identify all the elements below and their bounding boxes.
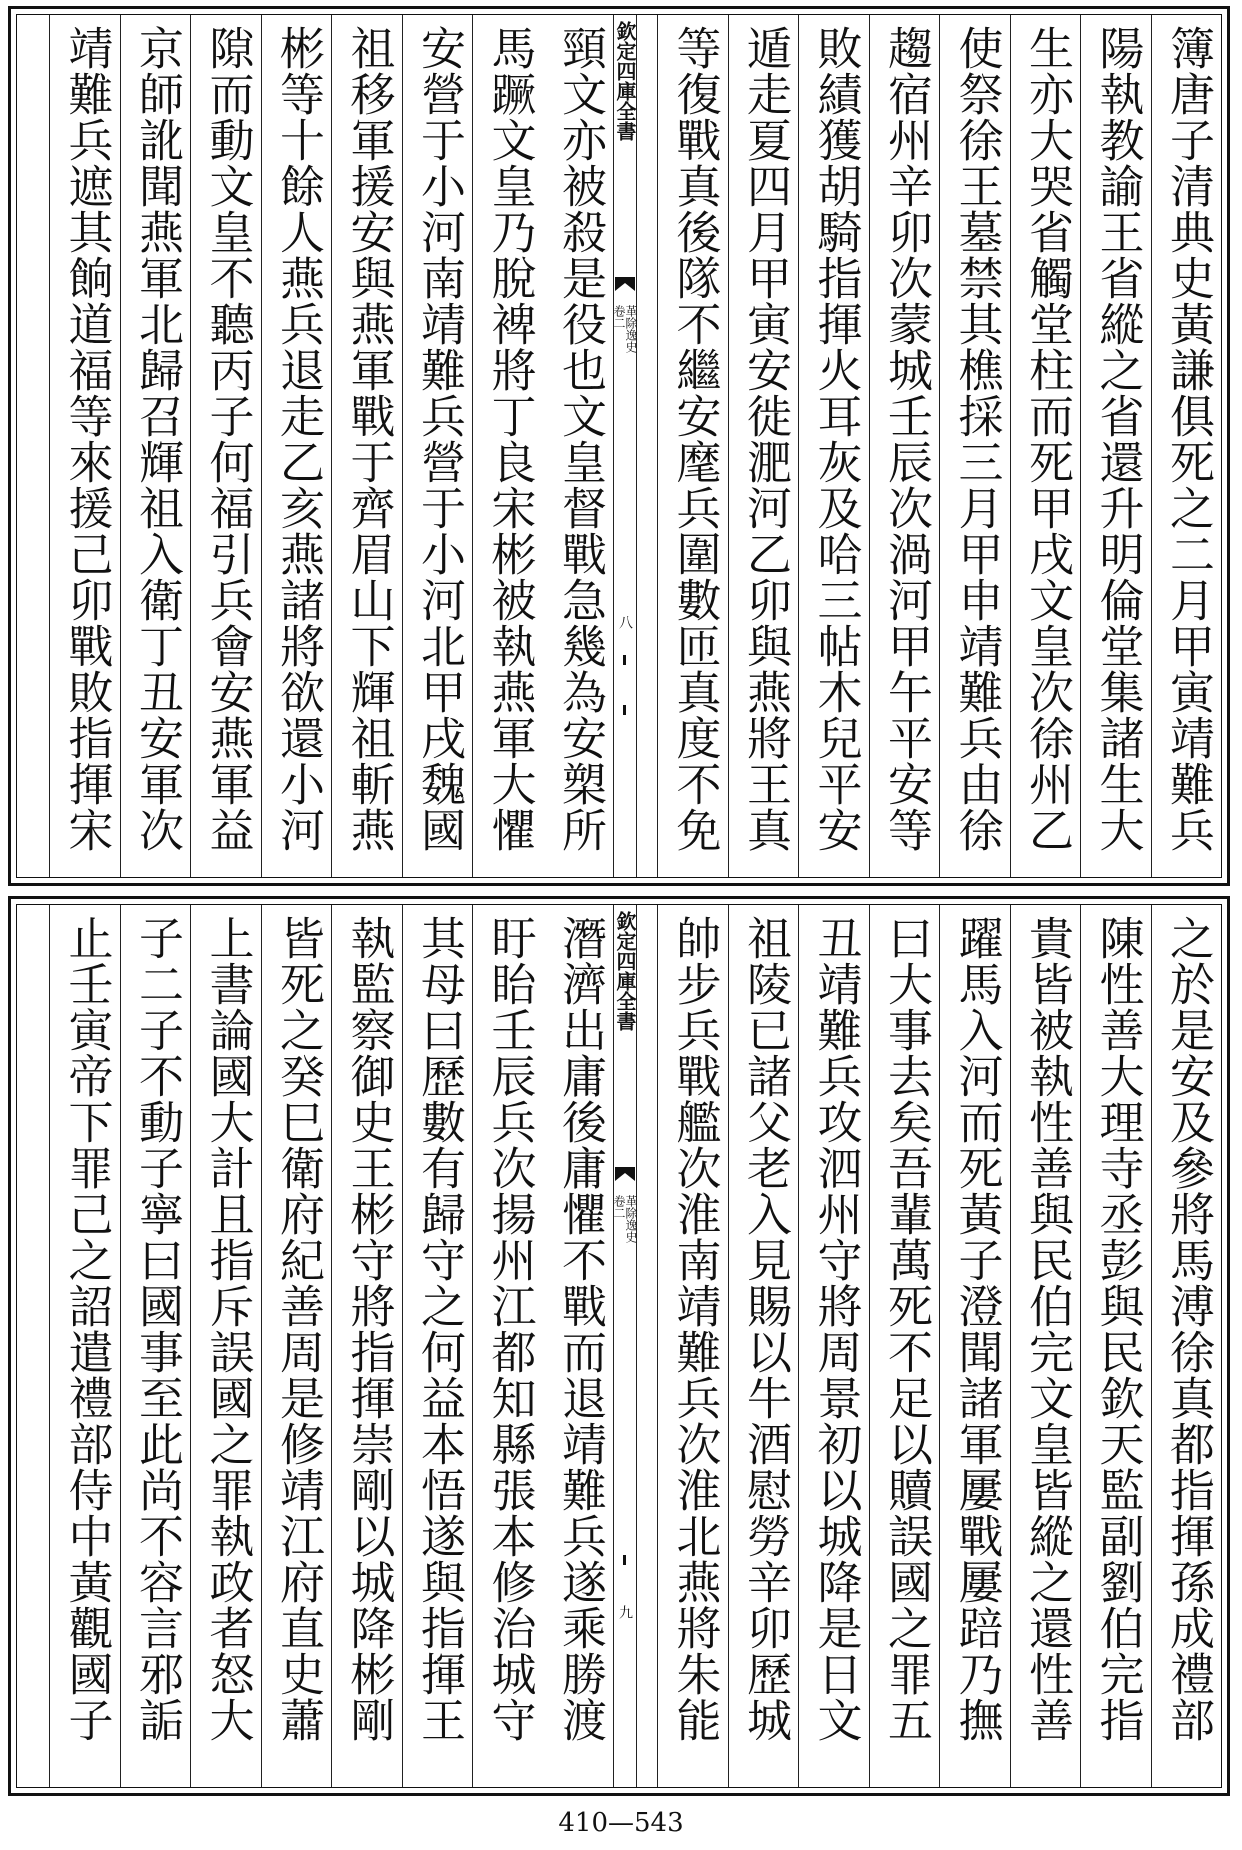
- center-fold-strip: [613, 15, 637, 877]
- text-column: 帥步兵戰艦次淮南靖難兵次淮北燕將朱能: [657, 905, 728, 1787]
- center-page-number: 九: [617, 1605, 633, 1619]
- left-half-text: [17, 905, 613, 1787]
- text-column: 遁走夏四月甲寅安徙淝河乙卯與燕將王真: [728, 15, 799, 877]
- text-column: 生亦大哭省觸堂柱而死甲戌文皇次徐州乙: [1010, 15, 1081, 877]
- text-column: 彬等十餘人燕兵退走乙亥燕諸將欲還小河: [261, 15, 332, 877]
- page-frame: [16, 14, 1222, 878]
- text-column: 曰大事去矣吾輩萬死不足以贖誤國之罪五: [869, 905, 940, 1787]
- page-upper: [8, 6, 1230, 886]
- text-column: 敗績獲胡騎指揮火耳灰及哈三帖木兒平安: [798, 15, 869, 877]
- text-column: 陳性善大理寺丞彭與民欽天監副劉伯完指: [1080, 905, 1151, 1787]
- right-half-text: [625, 905, 1221, 1787]
- text-column: 之於是安及參將馬溥徐真都指揮孫成禮部: [1151, 905, 1222, 1787]
- text-column: 隙而動文皇不聽丙子何福引兵會安燕軍益: [190, 15, 261, 877]
- text-column: 上書論國大計且指斥誤國之罪執政者怒大: [190, 905, 261, 1787]
- text-column: 安營于小河南靖難兵營于小河北甲戌魏國: [402, 15, 473, 877]
- page-frame: [16, 904, 1222, 1788]
- fishtail-mark-icon: [615, 277, 635, 291]
- right-half-text: [625, 15, 1221, 877]
- text-column: 止壬寅帝下罪己之詔遣禮部侍中黃觀國子: [49, 905, 120, 1787]
- text-column: 簿唐子清典史黃謙俱死之二月甲寅靖難兵: [1151, 15, 1222, 877]
- text-column: 執監察御史王彬守將指揮崇剛以城降彬剛: [331, 905, 402, 1787]
- text-column: 皆死之癸巳衛府紀善周是修靖江府直史蕭: [261, 905, 332, 1787]
- text-column: 其母曰歷數有歸守之何益本悟遂與指揮王: [402, 905, 473, 1787]
- text-column: 躍馬入河而死黃子澄聞諸軍屢戰屢踣乃撫: [939, 905, 1010, 1787]
- center-fold-strip: [613, 905, 637, 1787]
- center-sub-volume: 卷二: [612, 305, 626, 329]
- text-column: 盱眙壬辰兵次揚州江都知縣張本修治城守: [472, 905, 543, 1787]
- text-column: 等復戰真後隊不繼安麾兵圍數匝真度不免: [657, 15, 728, 877]
- center-dot-mark: [623, 1555, 626, 1565]
- center-sub-book: 革除逸史: [624, 305, 638, 353]
- text-column: 馬蹶文皇乃脫裨將丁良宋彬被執燕軍大懼: [472, 15, 543, 877]
- text-column: 京師訛聞燕軍北歸召輝祖入衛丁丑安軍次: [120, 15, 191, 877]
- text-column: 使祭徐王墓禁其樵採三月甲申靖難兵由徐: [939, 15, 1010, 877]
- center-book-title: 欽定四庫全書: [613, 21, 637, 141]
- page-lower: [8, 896, 1230, 1796]
- text-column: 貴皆被執性善與民伯完文皇皆縱之還性善: [1010, 905, 1081, 1787]
- text-column: 趨宿州辛卯次蒙城壬辰次渦河甲午平安等: [869, 15, 940, 877]
- center-page-number: 八: [617, 615, 633, 629]
- center-sub-volume: 卷二: [612, 1195, 626, 1219]
- center-subtitle: [614, 305, 636, 353]
- text-column: 靖難兵遮其餉道福等來援己卯戰敗指揮宋: [49, 15, 120, 877]
- text-column: 陽執教諭王省縱之省還升明倫堂集諸生大: [1080, 15, 1151, 877]
- center-sub-book: 革除逸史: [624, 1195, 638, 1243]
- text-column: 丑靖難兵攻泗州守將周景初以城降是日文: [798, 905, 869, 1787]
- text-column: 祖陵已諸父老入見賜以牛酒慰勞辛卯歷城: [728, 905, 799, 1787]
- text-column: 子二子不動子寧曰國事至此尚不容言邪詬: [120, 905, 191, 1787]
- center-dot-mark: [623, 655, 626, 665]
- center-subtitle: [614, 1195, 636, 1243]
- fishtail-mark-icon: [615, 1167, 635, 1181]
- center-dot-mark: [623, 705, 626, 715]
- page-footer-number: 410—543: [558, 1808, 684, 1838]
- text-column: 頸文亦被殺是役也文皇督戰急幾為安槊所: [554, 25, 607, 853]
- left-half-text: [17, 15, 613, 877]
- text-column: 祖移軍援安與燕軍戰于齊眉山下輝祖斬燕: [331, 15, 402, 877]
- center-book-title: 欽定四庫全書: [613, 911, 637, 1031]
- text-column: 潛濟出庸後庸懼不戰而退靖難兵遂乘勝渡: [554, 915, 607, 1743]
